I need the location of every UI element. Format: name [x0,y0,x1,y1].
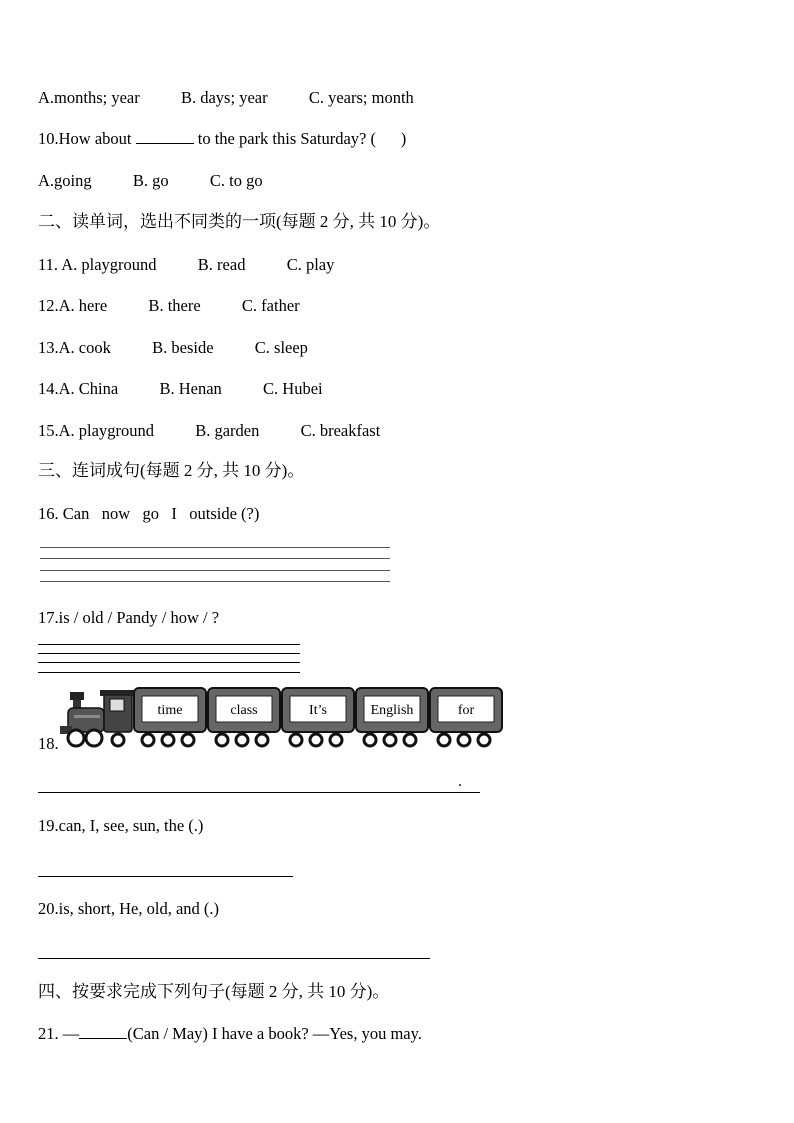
wheel-icon [256,734,268,746]
q15: 15.A. playground B. garden C. breakfast [38,421,381,440]
q11: 11. A. playground B. read C. play [38,255,335,274]
q19-answer-line[interactable] [38,876,293,877]
wheel-icon [364,734,376,746]
locomotive-icon [60,690,136,746]
train-word: English [370,703,414,718]
wheel-icon [182,734,194,746]
wheel-icon [478,734,490,746]
q10-options: A.going B. go C. to go [38,171,263,190]
train-word: It’s [309,703,327,718]
q9-options: A.months; year B. days; year C. years; month [38,88,414,107]
q18-answer-line[interactable] [38,792,480,793]
wheel-icon [216,734,228,746]
wheel-icon [458,734,470,746]
q21-prefix: 21. — [38,1024,80,1043]
q20-answer-line[interactable] [38,958,430,959]
q18-period: . [458,773,462,790]
q19: 19.can, I, see, sun, the (.) [38,816,204,835]
wheel-icon [290,734,302,746]
q10-blank[interactable] [136,129,194,144]
q10-question [38,129,406,149]
q21 [38,1024,422,1044]
wheel-icon [162,734,174,746]
q12: 12.A. here B. there C. father [38,296,300,315]
wheel-icon [142,734,154,746]
train-word-picture [60,686,505,750]
train-car [134,688,206,746]
wheel-icon [384,734,396,746]
section3-heading: 三、连词成句(每题 2 分, 共 10 分)。 [38,461,305,480]
wheel-icon [404,734,416,746]
q16: 16. Can now go I outside (?) [38,504,260,523]
wheel-icon [236,734,248,746]
train-word: time [157,703,183,718]
q13: 13.A. cook B. beside C. sleep [38,338,308,357]
train-word: class [230,703,258,718]
section4-heading: 四、按要求完成下列句子(每题 2 分, 共 10 分)。 [38,982,390,1001]
q17: 17.is / old / Pandy / how / ? [38,608,220,627]
q10-suffix: to the park this Saturday? ( ) [193,129,407,148]
q21-suffix: (Can / May) I have a book? —Yes, you may. [127,1024,422,1043]
train-word: for [457,703,475,718]
train-car [356,688,428,746]
train-car [430,688,502,746]
wheel-icon [330,734,342,746]
q10-prefix: 10.How about [38,129,136,148]
train-car [282,688,354,746]
q18-number: 18. [38,734,59,753]
q21-blank[interactable] [79,1024,127,1039]
wheel-icon [438,734,450,746]
q20: 20.is, short, He, old, and (.) [38,899,220,918]
q14: 14.A. China B. Henan C. Hubei [38,379,323,398]
wheel-icon [310,734,322,746]
train-car [208,688,280,746]
section2-heading: 二、读单词，选出不同类的一项(每题 2 分, 共 10 分)。 [38,212,441,231]
